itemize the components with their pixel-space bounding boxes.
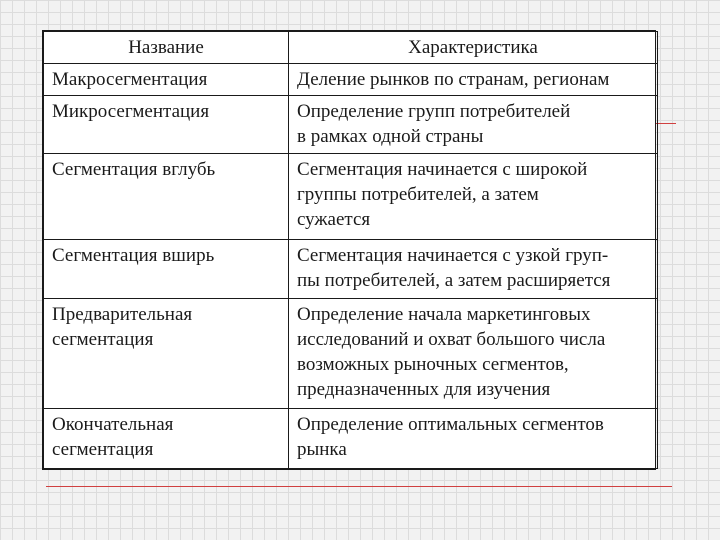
row-name-line: Окончательная <box>52 413 174 435</box>
table-row <box>44 240 658 298</box>
table-row <box>44 154 658 240</box>
row-desc-line: группы потребителей, а затем <box>297 184 539 206</box>
row-desc-line: Сегментация начинается с узкой груп- <box>297 245 609 267</box>
row-desc-line: пы потребителей, а затем расширяется <box>297 270 611 292</box>
table-row <box>44 298 658 408</box>
row-desc-line: исследований и охват большого числа <box>297 328 606 350</box>
row-name-cell <box>44 154 289 240</box>
table-row <box>44 96 658 154</box>
table-header-row <box>44 32 658 64</box>
header-characteristic: Характеристика <box>289 32 658 64</box>
row-name-line: Сегментация вширь <box>52 245 215 267</box>
row-desc-line: возможных рыночных сегментов, <box>297 353 569 375</box>
segmentation-table-grid <box>43 31 658 469</box>
row-desc-line: в рамках одной страны <box>297 126 484 148</box>
header-name: Название <box>44 32 289 64</box>
row-name-line: Сегментация вглубь <box>52 159 216 181</box>
segmentation-table <box>42 30 656 470</box>
row-desc-cell <box>289 64 658 96</box>
table-row <box>44 64 658 96</box>
decorative-red-rule-bottom <box>46 486 672 487</box>
row-desc-cell <box>289 298 658 408</box>
row-name-cell <box>44 408 289 468</box>
row-desc-cell <box>289 154 658 240</box>
row-desc-line: Определение групп потребителей <box>297 101 571 123</box>
row-desc-line: Сегментация начинается с широкой <box>297 159 588 181</box>
row-name-cell <box>44 240 289 298</box>
row-desc-line: Деление рынков по странам, регионам <box>297 69 610 90</box>
row-name-line: Предварительная <box>52 303 193 325</box>
row-name-line: Микросегментация <box>52 101 210 123</box>
row-desc-line: Определение начала маркетинговых <box>297 303 591 325</box>
table-row <box>44 408 658 468</box>
row-name-cell <box>44 96 289 154</box>
row-name-cell <box>44 298 289 408</box>
row-desc-cell <box>289 408 658 468</box>
row-desc-line: сужается <box>297 209 371 231</box>
row-name-line: Макросегментация <box>52 69 208 90</box>
row-desc-line: предназначенных для изучения <box>297 378 551 400</box>
row-name-line: сегментация <box>52 438 154 460</box>
row-desc-cell <box>289 240 658 298</box>
row-name-line: сегментация <box>52 328 154 350</box>
row-desc-line: Определение оптимальных сегментов <box>297 413 604 435</box>
row-desc-line: рынка <box>297 438 347 460</box>
row-desc-cell <box>289 96 658 154</box>
row-name-cell <box>44 64 289 96</box>
